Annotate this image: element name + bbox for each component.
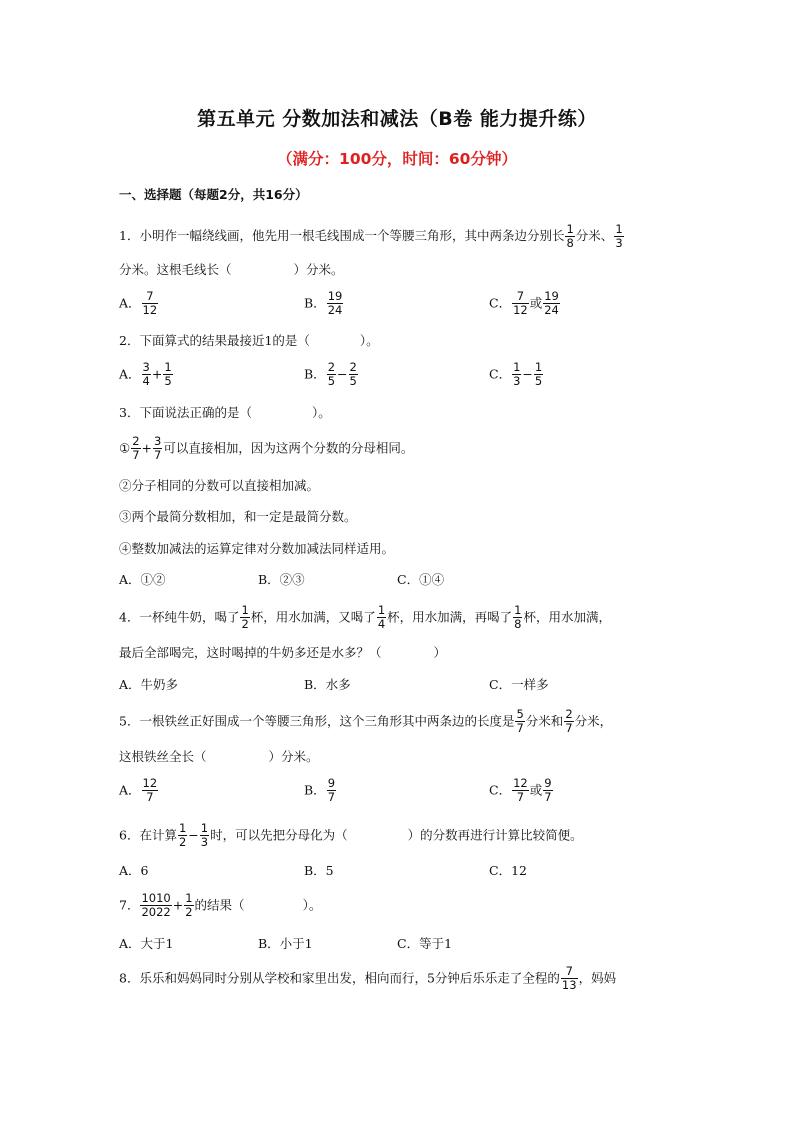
question-1-line2: [119, 262, 344, 278]
fraction: $\frac{1}{8}$: [566, 222, 574, 250]
q7-option-a: A．大于1: [119, 936, 174, 951]
question-1-line1: [119, 223, 625, 250]
q3-statement-2: ②分子相同的分数可以直接相加减。: [119, 478, 320, 493]
q3-statement-4: ④整数加减法的运算定律对分数加减法同样适用。: [119, 541, 395, 556]
q4-option-c: C．一样多: [489, 677, 549, 692]
question-7: 7． $\frac{1010}{2022}$ + $\frac{1}{2}$ 的结果（ ）。: [119, 891, 322, 919]
q3-option-a: A．①②: [119, 572, 166, 587]
q6-option-a: A．6: [119, 863, 149, 878]
q1-text: 分米、: [575, 228, 614, 243]
q2-option-a: A． $\frac{3}{4}$ + $\frac{1}{5}$: [119, 360, 172, 388]
q3-option-c: C．①④: [397, 572, 445, 587]
page-subtitle: （满分：100分，时间：60分钟）: [277, 150, 517, 168]
q1-option-c: C． $\frac{7}{12}$ 或 $\frac{19}{24}$: [489, 289, 559, 317]
section-heading: 一、选择题（每题2分，共16分）: [119, 187, 308, 202]
q7-option-c: C．等于1: [397, 936, 453, 951]
q3-option-b: B．②③: [258, 572, 305, 587]
q2-option-b: B． $\frac{2}{5}$ − $\frac{2}{5}$: [304, 360, 357, 388]
question-2: 2．下面算式的结果最接近1的是（ ）。: [119, 333, 379, 348]
q6-option-b: B．5: [304, 863, 334, 878]
q3-statement-3: ③两个最简分数相加，和一定是最简分数。: [119, 509, 357, 524]
fraction: $\frac{1}{3}$: [615, 222, 623, 250]
q1-option-b: B． $\frac{19}{24}$: [304, 289, 343, 317]
question-3: 3．下面说法正确的是（ ）。: [119, 405, 331, 420]
q1-text: ）分米。: [293, 262, 344, 277]
q6-option-c: C．12: [489, 863, 527, 878]
q5-option-a: A． $\frac{12}{7}$: [119, 776, 158, 804]
q5-option-c: C． $\frac{12}{7}$ 或 $\frac{9}{7}$: [489, 776, 552, 804]
q4-option-a: A．牛奶多: [119, 677, 179, 692]
q1-text: 1．小明作一幅绕线画，他先用一根毛线围成一个等腰三角形，其中两条边分别长: [119, 228, 565, 243]
q3-statement-1: ① $\frac{2}{7}$ + $\frac{3}{7}$ 可以直接相加，因为这两个分数的分母相同。: [119, 434, 414, 462]
question-5-line1: 5．一根铁丝正好围成一个等腰三角形，这个三角形其中两条边的长度是 $\frac{5}{7}$ 分米和 $\frac{2}{7}$ 分米，: [119, 707, 613, 735]
question-4-line2: 最后全部喝完，这时喝掉的牛奶多还是水多？（ ）: [119, 645, 447, 660]
q5-option-b: B． $\frac{9}{7}$: [304, 776, 336, 804]
q4-option-b: B．水多: [304, 677, 351, 692]
question-6: 6．在计算 $\frac{1}{2}$ − $\frac{1}{3}$ 时，可以先把分母化为（ ）的分数再进行计算比较简便。: [119, 821, 583, 849]
question-5-line2: 这根铁丝全长（ ）分米。: [119, 749, 319, 764]
q1-option-a: A． $\frac{7}{12}$: [119, 289, 158, 317]
q1-text: 分米。这根毛线长（: [119, 262, 232, 277]
page-title: 第五单元 分数加法和减法（B卷 能力提升练）: [197, 108, 597, 130]
question-4-line1: 4．一杯纯牛奶，喝了 $\frac{1}{2}$ 杯，用水加满，又喝了 $\frac{1}{4}$ 杯，用水加满，再喝了 $\frac{1}{8}$ 杯，用水加满，: [119, 603, 611, 631]
q2-option-c: C． $\frac{1}{3}$ − $\frac{1}{5}$: [489, 360, 543, 388]
q7-option-b: B．小于1: [258, 936, 313, 951]
question-8: 8．乐乐和妈妈同时分别从学校和家里出发，相向而行，5分钟后乐乐走了全程的 $\frac{7}{13}$ ，妈妈: [119, 964, 617, 992]
